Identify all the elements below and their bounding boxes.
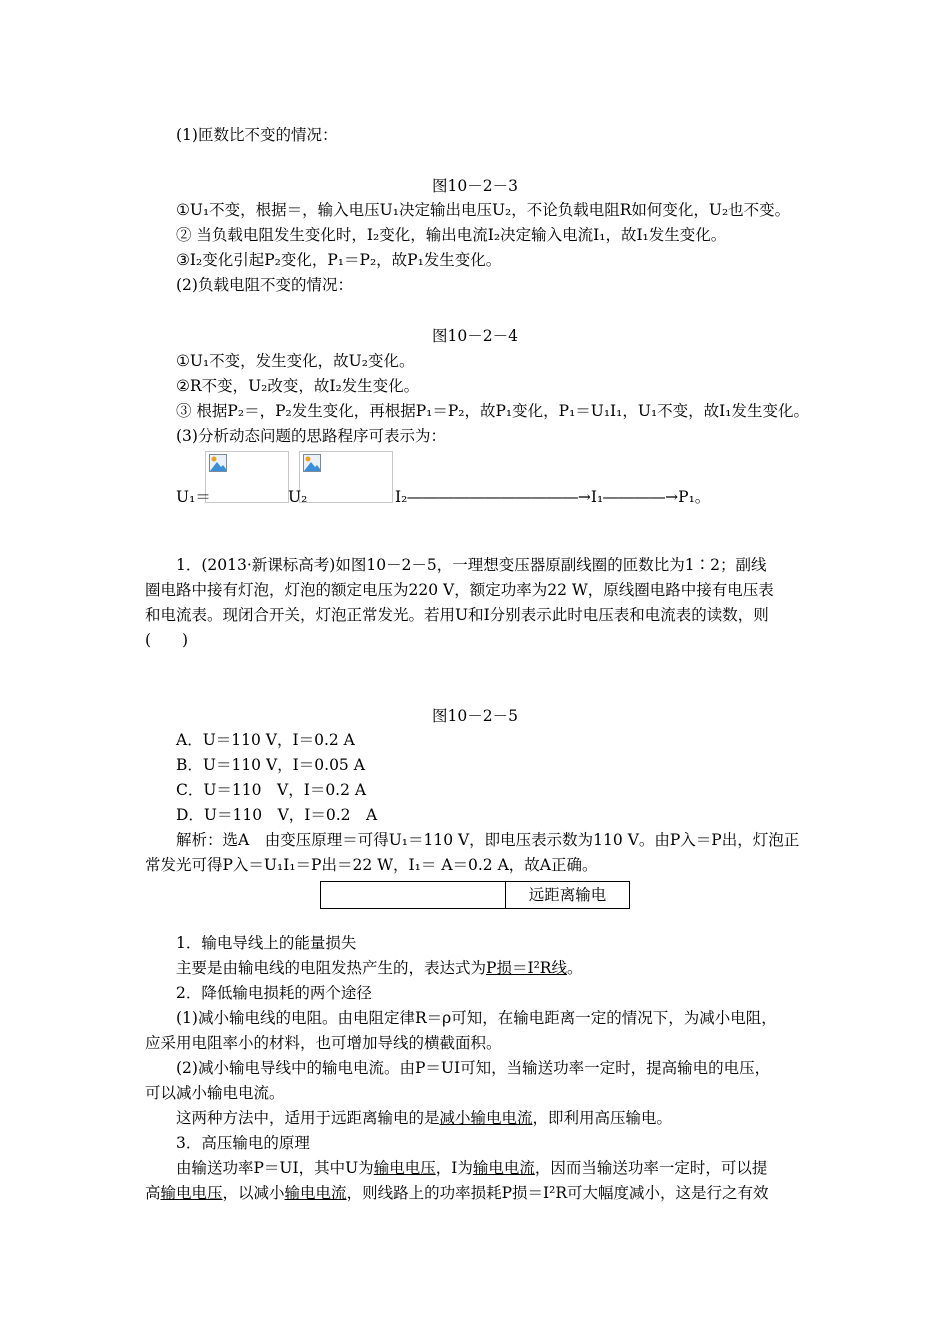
text-span: 由输送功率P＝UI，其中U为 — [176, 1159, 374, 1177]
text-line: ②R不变，U₂改变，故I₂发生变化。 — [176, 377, 420, 395]
text-line — [145, 1183, 769, 1203]
text-span: ，则线路上的功率损耗P损＝I²R可大幅度减小，这是行之有效 — [346, 1184, 769, 1202]
text-span: ，因而当输送功率一定时，可以提 — [534, 1159, 768, 1177]
figure-caption: 图10－2－4 — [432, 327, 518, 345]
text-line: ② 当负载电阻发生变化时，I₂变化，输出电流I₂决定输入电流I₁，故I₁发生变化。 — [176, 226, 727, 244]
underlined-term: 输电电压 — [160, 1184, 223, 1202]
text-span: ，即利用高压输电。 — [532, 1109, 673, 1127]
text-line — [176, 1108, 672, 1128]
option-c: C．U＝110 V，I＝0.2 A — [176, 781, 367, 799]
option-b: B．U＝110 V，I＝0.05 A — [176, 756, 365, 774]
underlined-term: 输电电压 — [373, 1159, 436, 1177]
section-heading: 1．输电导线上的能量损失 — [176, 934, 357, 952]
figure-caption: 图10－2－5 — [432, 707, 518, 725]
text-line — [176, 1158, 767, 1178]
text-line: 应采用电阻率小的材料，也可增加导线的横截面积。 — [145, 1034, 502, 1052]
text-line: (2)负载电阻不变的情况： — [176, 276, 353, 294]
underlined-formula: P损＝I²R线 — [486, 959, 567, 977]
image-icon — [209, 454, 227, 472]
section-heading: 3．高压输电的原理 — [176, 1134, 310, 1152]
text-line: ③ 根据P₂＝，P₂发生变化，再根据P₁＝P₂，故P₁变化，P₁＝U₁I₁，U₁不变，故I₁发生变化。 — [176, 402, 810, 420]
flow-chain: I₂―――――――――――→I₁――――→P₁。 — [395, 488, 711, 506]
solution-text: 常发光可得P入＝U₁I₁＝P出＝22 W，I₁＝ A＝0.2 A，故A正确。 — [145, 856, 598, 874]
figure-caption: 图10－2－3 — [432, 177, 518, 195]
text-line: ①U₁不变，发生变化，故U₂变化。 — [176, 352, 415, 370]
question-text: 和电流表。现闭合开关，灯泡正常发光。若用U和I分别表示此时电压表和电流表的读数，则 — [145, 606, 769, 624]
question-text: 圈电路中接有灯泡，灯泡的额定电压为220 V，额定功率为22 W，原线圈电路中接有电压表 — [145, 581, 774, 599]
underlined-term: 减小输电电流 — [439, 1109, 533, 1127]
flow-u1: U₁＝ — [176, 488, 211, 506]
text-line: ①U₁不变，根据＝，输入电压U₁决定输出电压U₂，不论负载电阻R如何变化，U₂也不变。 — [176, 201, 791, 219]
text-line: (3)分析动态问题的思路程序可表示为： — [176, 427, 446, 445]
section-heading: 2．降低输电损耗的两个途径 — [176, 984, 372, 1002]
text-line: (2)减小输电导线中的输电电流。由P＝UI可知，当输送功率一定时，提高输电的电压， — [176, 1059, 771, 1077]
section-title: 远距离输电 — [528, 886, 607, 904]
option-a: A．U＝110 V，I＝0.2 A — [176, 731, 355, 749]
underlined-term: 输电电流 — [472, 1159, 535, 1177]
text-span: 这两种方法中，适用于远距离输电的是 — [176, 1109, 440, 1127]
text-span: 高 — [145, 1184, 161, 1202]
image-icon — [303, 454, 321, 472]
flow-u2: U₂ — [288, 488, 308, 506]
broken-image-placeholder — [205, 451, 289, 503]
text-span: ，I为 — [435, 1159, 473, 1177]
section-title-table — [320, 881, 630, 909]
text-line: ③I₂变化引起P₂变化，P₁＝P₂，故P₁发生变化。 — [176, 251, 502, 269]
question-text: 1．(2013·新课标高考)如图10－2－5，一理想变压器原副线圈的匝数比为1∶2；副线 — [176, 556, 767, 574]
table-cell-empty — [321, 882, 506, 908]
text-span: ，以减小 — [222, 1184, 285, 1202]
text-line: (1)匝数比不变的情况： — [176, 126, 338, 144]
text-span: 。 — [566, 959, 583, 977]
text-line: (1)减小输电线的电阻。由电阻定律R＝ρ可知，在输电距离一定的情况下，为减小电阻， — [176, 1009, 777, 1027]
text-line — [176, 958, 582, 978]
text-span: 主要是由输电线的电阻发热产生的，表达式为 — [176, 959, 487, 977]
solution-text: 解析：选A 由变压原理＝可得U₁＝110 V，即电压表示数为110 V。由P入＝P出，灯泡正 — [176, 831, 800, 849]
broken-image-placeholder — [299, 451, 393, 503]
answer-blank: ( ) — [145, 631, 189, 649]
option-d: D．U＝110 V，I＝0.2 A — [176, 806, 378, 824]
text-line: 可以减小输电电流。 — [145, 1084, 285, 1102]
underlined-term: 输电电流 — [284, 1184, 347, 1202]
